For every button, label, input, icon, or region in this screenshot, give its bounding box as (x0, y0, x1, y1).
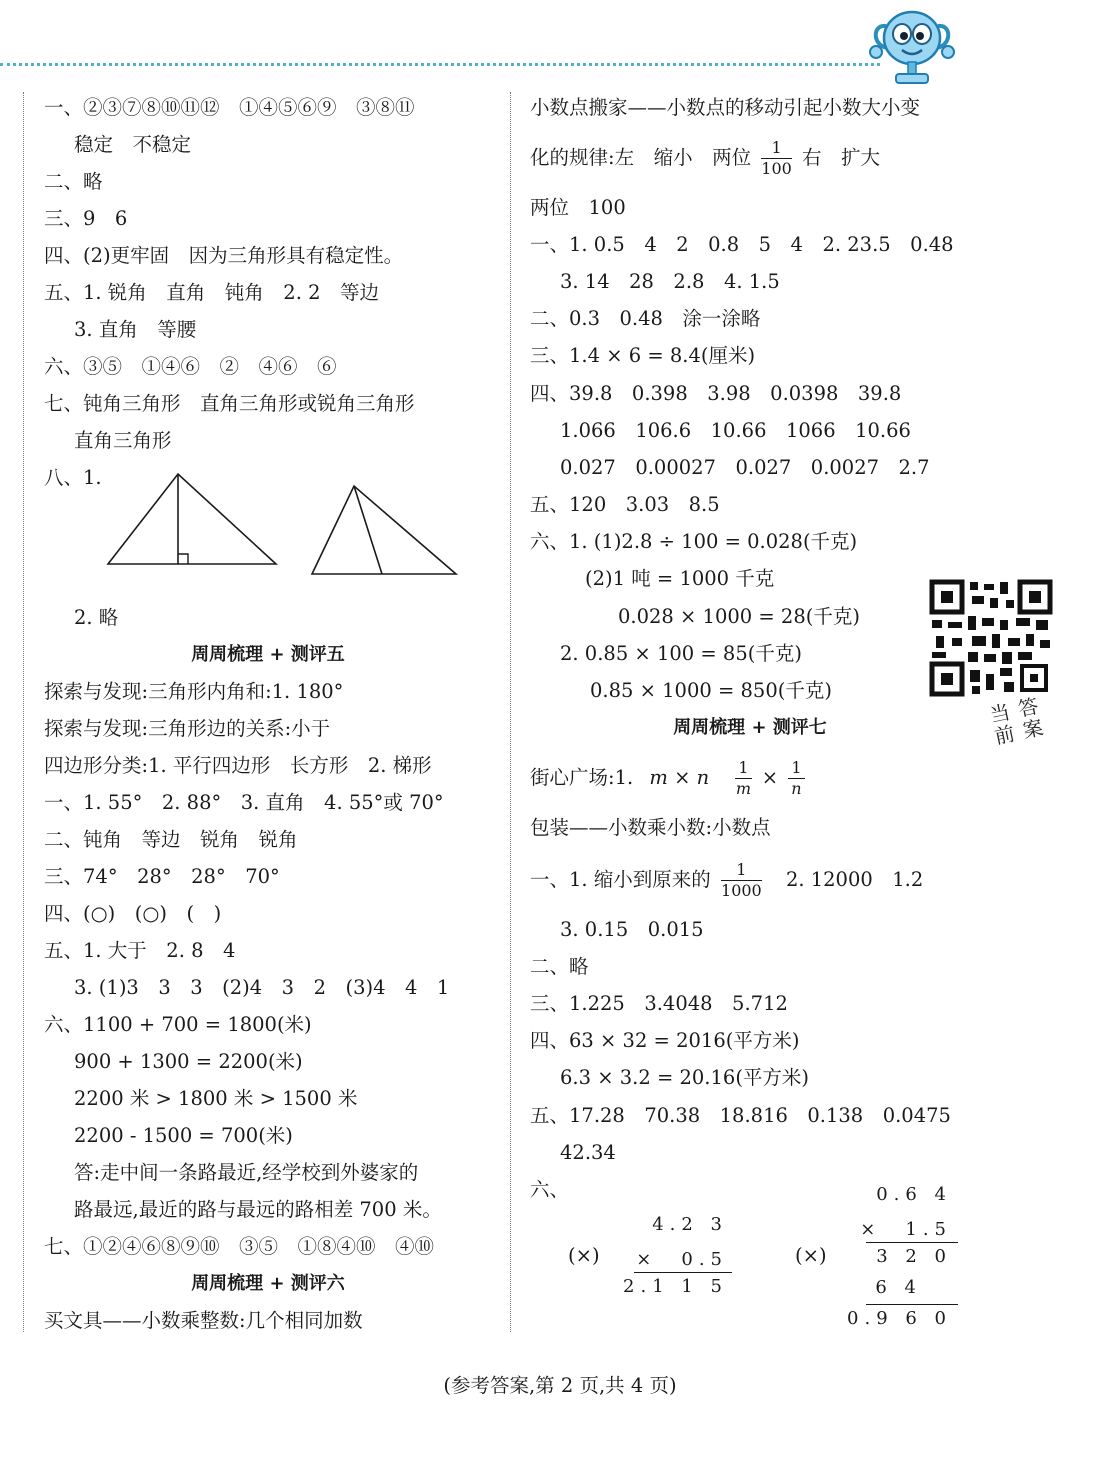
answer-line: 直角三角形 (74, 429, 172, 452)
answer-line: 四、(○) (○) ( ) (44, 902, 222, 925)
answer-text: 右 扩大 (802, 146, 881, 169)
answer-line: 二、钝角 等边 锐角 锐角 (44, 828, 298, 851)
answer-line: 五、120 3.03 8.5 (530, 493, 720, 516)
answer-line: 答:走中间一条路最近,经学校到外婆家的 (74, 1161, 419, 1184)
answer-line: 四、(2)更牢固 因为三角形具有稳定性。 (44, 244, 404, 267)
answer-line: (2)1 吨 = 1000 千克 (585, 567, 775, 590)
answer-line: 包装——小数乘小数:小数点 (530, 816, 771, 839)
qr-code-icon (928, 578, 1054, 698)
answer-line: 42.34 (560, 1141, 616, 1164)
section-title: 周周梳理 + 测评七 (673, 717, 827, 738)
vertical-multiplication (847, 1182, 958, 1332)
fraction (788, 760, 804, 797)
calc-line: 0.9 6 0 (847, 1308, 952, 1329)
section-title: 周周梳理 + 测评五 (191, 644, 345, 665)
answer-line: 6.3 × 3.2 = 20.16(平方米) (560, 1066, 810, 1089)
answer-line: 八、1. (44, 466, 102, 489)
answer-text: 2. 12000 1.2 (785, 868, 924, 891)
answer-line: 3. 0.15 0.015 (560, 918, 704, 941)
calc-line: 2.1 1 5 (623, 1276, 728, 1297)
fraction (721, 862, 762, 899)
vertical-multiplication (623, 1212, 732, 1297)
answer-line: 二、略 (530, 955, 589, 978)
calc-rule (634, 1272, 732, 1273)
triangle-height-figures (104, 468, 464, 580)
answer-line: 七、钝角三角形 直角三角形或锐角三角形 (44, 392, 415, 415)
answer-line: 0.028 × 1000 = 28(千克) (618, 605, 860, 628)
answer-line: 五、17.28 70.38 18.816 0.138 0.0475 (530, 1104, 951, 1127)
answer-line: 六、③⑤ ①④⑥ ② ④⑥ ⑥ (44, 355, 337, 378)
trophy-mascot-icon (866, 6, 958, 90)
answer-line: 买文具——小数乘整数:几个相同加数 (44, 1309, 363, 1332)
answer-line: 3. 14 28 2.8 4. 1.5 (560, 270, 780, 293)
answer-text: × (761, 766, 779, 789)
answer-line: 900 + 1300 = 2200(米) (74, 1050, 303, 1073)
calc-line: 6 4 (875, 1277, 922, 1298)
calc-rule (866, 1242, 958, 1243)
answer-line: 七、①②④⑥⑧⑨⑩ ③⑤ ①⑧④⑩ ④⑩ (44, 1235, 435, 1258)
answer-text: 一、1. 缩小到原来的 (530, 868, 711, 891)
answer-line: 六、1100 + 700 = 1800(米) (44, 1013, 312, 1036)
answer-line: 2. 0.85 × 100 = 85(千克) (560, 642, 802, 665)
answer-line: 2200 - 1500 = 700(米) (74, 1124, 293, 1147)
fraction-denominator: 100 (761, 159, 792, 178)
answer-line: 六、 (530, 1178, 570, 1201)
answer-line-with-fraction (530, 754, 809, 802)
right-height-triangle (108, 474, 276, 564)
answer-line: 路最远,最近的路与最远的路相差 700 米。 (74, 1198, 442, 1221)
section-title: 周周梳理 + 测评六 (191, 1273, 345, 1294)
answer-text: 化的规律:左 缩小 两位 (530, 146, 752, 169)
answer-line: 0.85 × 1000 = 850(千克) (590, 679, 832, 702)
fraction (761, 140, 792, 177)
answer-line: 一、②③⑦⑧⑩⑪⑫ ①④⑤⑥⑨ ③⑧⑪ (44, 96, 415, 119)
answer-line: 一、1. 0.5 4 2 0.8 5 4 2. 23.5 0.48 (530, 233, 954, 256)
calc-rule (866, 1304, 958, 1305)
fraction-denominator: 1000 (721, 881, 762, 900)
answer-line-with-fraction (530, 856, 923, 904)
answer-line: 三、9 6 (44, 207, 128, 230)
left-column-rule (23, 92, 24, 1332)
qr-caption: 答案当前 (984, 694, 1046, 749)
answer-line: 四、63 × 32 = 2016(平方米) (530, 1029, 800, 1052)
answer-line: 稳定 不稳定 (74, 133, 192, 156)
answer-line: 二、略 (44, 170, 103, 193)
answer-text: m × n (649, 766, 710, 789)
fraction-numerator: 1 (721, 862, 762, 881)
answer-line: 三、1.225 3.4048 5.712 (530, 992, 788, 1015)
answer-line: 五、1. 大于 2. 8 4 (44, 939, 236, 962)
answer-line: 探索与发现:三角形边的关系:小于 (44, 717, 331, 740)
answer-line: 0.027 0.00027 0.027 0.0027 2.7 (560, 456, 930, 479)
fraction (735, 760, 751, 797)
answer-line: 两位 100 (530, 196, 626, 219)
fraction-numerator: 1 (788, 760, 804, 779)
calc-line: 0.6 4 (876, 1184, 952, 1205)
answer-line: 四边形分类:1. 平行四边形 长方形 2. 梯形 (44, 754, 432, 777)
page-footer: (参考答案,第 2 页,共 4 页) (443, 1374, 677, 1397)
answer-line: 六、1. (1)2.8 ÷ 100 = 0.028(千克) (530, 530, 858, 553)
answer-line-with-fraction (530, 134, 880, 182)
answer-line: 探索与发现:三角形内角和:1. 180° (44, 680, 344, 703)
fraction-denominator: m (735, 779, 752, 798)
answer-line: 1.066 106.6 10.66 1066 10.66 (560, 419, 911, 442)
obtuse-triangle (312, 486, 456, 574)
answer-line: 2. 略 (74, 606, 119, 629)
fraction-numerator: 1 (761, 140, 792, 159)
answer-line: 2200 米 > 1800 米 > 1500 米 (74, 1087, 358, 1110)
answer-text: 街心广场:1. (530, 766, 634, 789)
answer-line: 二、0.3 0.48 涂一涂略 (530, 307, 761, 330)
answer-line: 3. 直角 等腰 (74, 318, 197, 341)
judgement-mark: (×) (568, 1244, 600, 1267)
fraction-numerator: 1 (735, 760, 751, 779)
answer-line: 四、39.8 0.398 3.98 0.0398 39.8 (530, 382, 902, 405)
judgement-mark: (×) (795, 1244, 827, 1267)
right-angle-mark (178, 554, 188, 564)
triangle-inner-line (354, 486, 382, 574)
answer-line: 3. (1)3 3 3 (2)4 3 2 (3)4 4 1 (74, 976, 450, 999)
answer-line: 小数点搬家——小数点的移动引起小数大小变 (530, 96, 921, 119)
answer-line: 一、1. 55° 2. 88° 3. 直角 4. 55°或 70° (44, 791, 444, 814)
answer-line: 三、1.4 × 6 = 8.4(厘米) (530, 344, 756, 367)
header-dotted-line (0, 63, 880, 66)
answer-line: 三、74° 28° 28° 70° (44, 865, 280, 888)
calc-line: × 0.5 (636, 1249, 728, 1270)
calc-line: 4.2 3 (652, 1214, 728, 1235)
answer-line: 五、1. 锐角 直角 钝角 2. 2 等边 (44, 281, 380, 304)
middle-column-rule (510, 92, 511, 1332)
fraction-denominator: n (791, 779, 802, 798)
calc-line: 3 2 0 (876, 1246, 952, 1267)
calc-line: × 1.5 (860, 1219, 952, 1240)
